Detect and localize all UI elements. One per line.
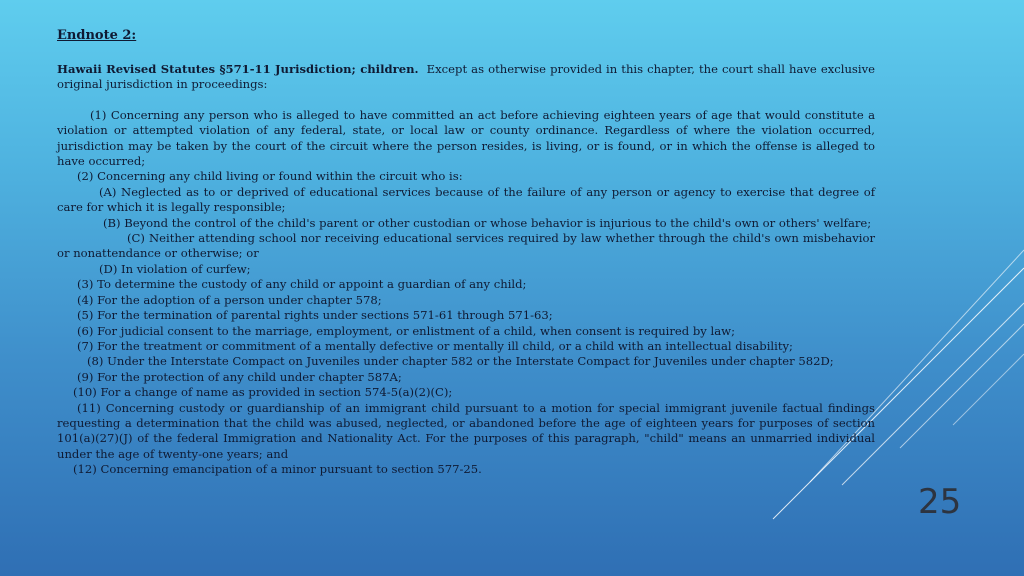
item-4: (4) For the adoption of a person under chapter 578; xyxy=(77,292,382,307)
item-8: (8) Under the Interstate Compact on Juveniles under chapter 582 or the Interstate Compact for Juveniles under chapter 582D; xyxy=(87,354,834,369)
item-9: (9) For the protection of any child under chapter 587A; xyxy=(77,369,402,384)
item-2c: (C) Neither attending school nor receiving educational services required by law whether through the child's own misbehavior or nonattendance or otherwise; or xyxy=(57,231,875,261)
statute-content xyxy=(57,62,875,478)
page-number: 25 xyxy=(918,482,962,522)
item-2a: (A) Neglected as to or deprived of educational services because of the failure of any person or agency to exercise that degree of care for which it is legally responsible; xyxy=(57,184,875,215)
item-2b: (B) Beyond the control of the child's parent or other custodian or whose behavior is injurious to the child's own or others' welfare; xyxy=(103,215,872,230)
item-7: (7) For the treatment or commitment of a mentally defective or mentally ill child, or a child with an intellectual disability; xyxy=(77,338,793,353)
item-6: (6) For judicial consent to the marriage, employment, or enlistment of a child, when consent is required by law; xyxy=(77,323,735,338)
statute-title: Hawaii Revised Statutes §571-11 Jurisdiction; children. xyxy=(57,62,419,76)
item-2d: (D) In violation of curfew; xyxy=(99,261,251,276)
item-3: (3) To determine the custody of any child or appoint a guardian of any child; xyxy=(77,277,527,292)
item-2: (2) Concerning any child living or found within the circuit who is: xyxy=(77,169,463,184)
item-11: (11) Concerning custody or guardianship of an immigrant child pursuant to a motion for special immigrant juvenile factual findings requesting a determination that the child was abused, neglected, or abandoned before the age of eighteen years for purposes of section 101(a)(27)(J) of the federal Immigration and Nationality Act. For the purposes of this paragraph, "child" means an unmarried individual under the age of twenty-one years; and xyxy=(57,400,875,461)
item-12: (12) Concerning emancipation of a minor pursuant to section 577-25. xyxy=(73,462,482,477)
deco-line-4 xyxy=(900,324,1024,448)
statute-intro-text: Except as otherwise provided in this chapter, the court shall have exclusive original jurisdiction in proceedings: xyxy=(57,62,875,92)
item-10: (10) For a change of name as provided in section 574-5(a)(2)(C); xyxy=(73,385,453,400)
item-1: (1) Concerning any person who is alleged to have committed an act before achieving eighteen years of age that would constitute a violation or attempted violation of any federal, state, or local law or county ordinance. Regardless of where the violation occurred, jurisdiction may be taken by the court of the circuit where the person resides, is living, or is found, or in which the offense is alleged to have occurred; xyxy=(57,107,875,169)
statute-intro xyxy=(57,62,875,93)
endnote-heading: Endnote 2: xyxy=(57,28,137,43)
item-5: (5) For the termination of parental rights under sections 571-61 through 571-63; xyxy=(77,308,553,323)
deco-line-5 xyxy=(953,354,1024,425)
